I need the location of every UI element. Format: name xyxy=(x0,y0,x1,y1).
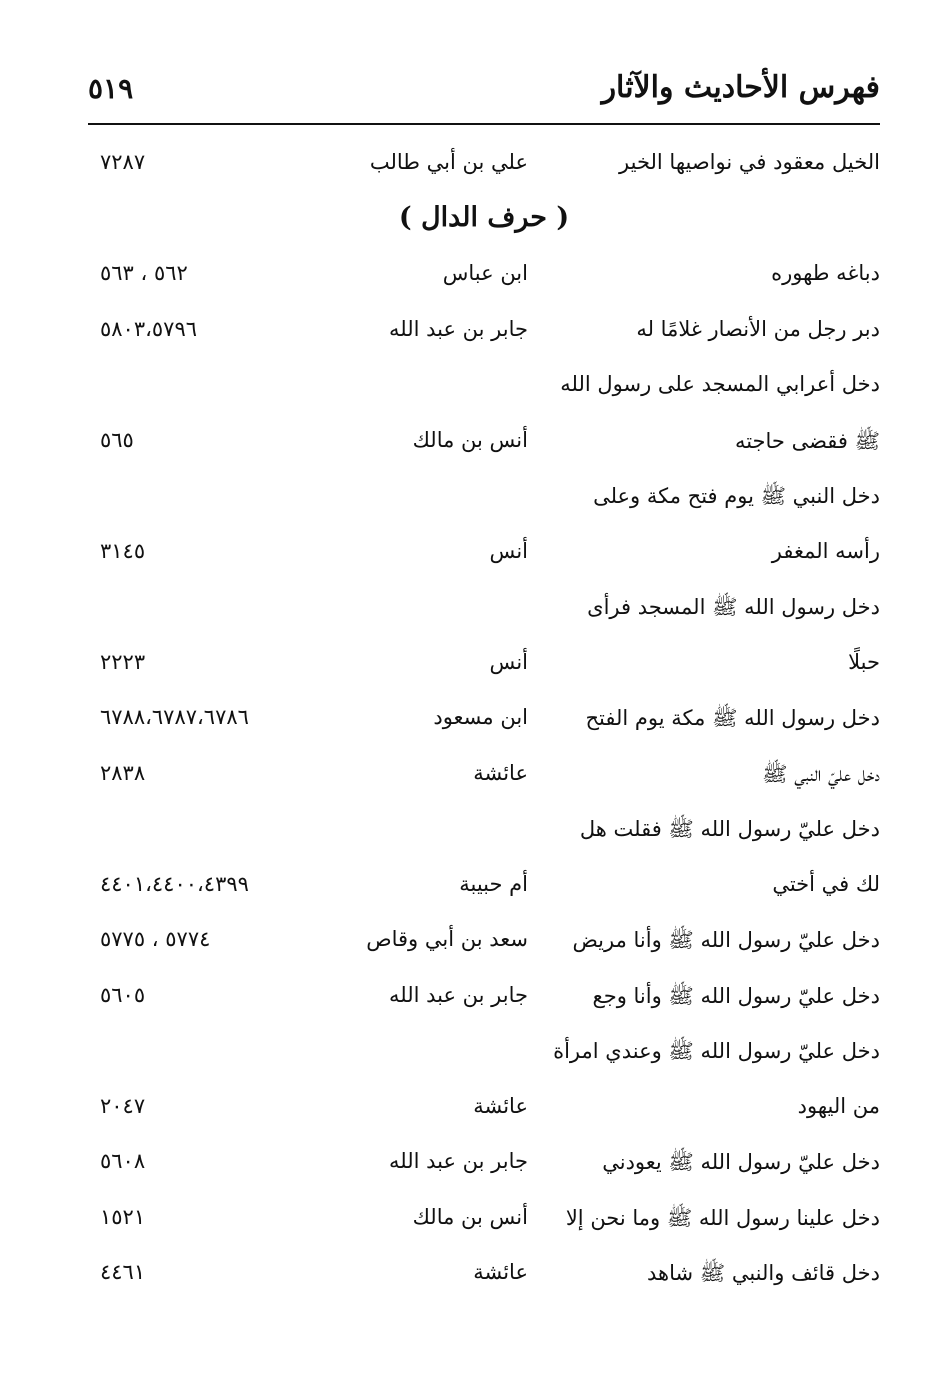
page-header xyxy=(88,62,880,122)
index-entry xyxy=(88,1250,880,1306)
hadith-number: ٢٨٣٨ xyxy=(100,760,146,785)
section-heading: ( حرف الدال ) xyxy=(398,201,570,233)
narrator: عائشة xyxy=(473,1260,528,1284)
hadith-text: الخيل معقود في نواصيها الخير xyxy=(619,150,880,174)
hadith-text: حبلًا xyxy=(848,649,880,674)
index-entry xyxy=(88,307,880,363)
hadith-number: ٤٤٠١،٤٤٠٠،٤٣٩٩ xyxy=(100,871,249,896)
index-entry xyxy=(88,251,880,307)
hadith-number: ٥٦٠٥ xyxy=(100,982,146,1007)
index-entry xyxy=(88,640,880,696)
narrator: ابن مسعود xyxy=(433,705,528,729)
hadith-text: دخل النبي ﷺ يوم فتح مكة وعلى xyxy=(593,484,880,508)
narrator: سعد بن أبي وقاص xyxy=(366,927,528,951)
hadith-text: دخل علينا رسول الله ﷺ وما نحن إلا xyxy=(565,1205,880,1230)
hadith-text: دباغه طهوره xyxy=(771,261,880,285)
index-entry xyxy=(88,1139,880,1195)
index-entry xyxy=(88,584,880,640)
hadith-number: ٤٤٦١ xyxy=(100,1260,146,1284)
index-entry xyxy=(88,751,880,807)
hadith-text: دخل عليّ رسول الله ﷺ فقلت هل xyxy=(579,817,880,841)
index-entry xyxy=(88,1084,880,1140)
index-entry xyxy=(88,973,880,1029)
narrator: أم حبيبة xyxy=(459,871,528,896)
hadith-text: من اليهود xyxy=(797,1093,880,1118)
index-entry xyxy=(88,418,880,474)
narrator: جابر بن عبد الله xyxy=(388,316,528,341)
index-entry xyxy=(88,140,880,196)
hadith-text: ﷺ فقضى حاجته xyxy=(734,428,880,453)
section-heading-row xyxy=(88,196,880,252)
index-entry xyxy=(88,529,880,585)
narrator: أنس بن مالك xyxy=(412,1204,528,1229)
index-entry xyxy=(88,862,880,918)
index-entry xyxy=(88,806,880,862)
hadith-number: ٥٦٢ ، ٥٦٣ xyxy=(100,261,188,285)
index-entry xyxy=(88,1028,880,1084)
header-rule xyxy=(88,123,880,125)
narrator: أنس بن مالك xyxy=(412,427,528,452)
index-entry xyxy=(88,917,880,973)
page-number: ٥١٩ xyxy=(88,72,134,105)
narrator: جابر بن عبد الله xyxy=(388,1149,528,1173)
hadith-number: ٥٧٧٤ ، ٥٧٧٥ xyxy=(100,927,211,951)
hadith-text: دخل عليّ رسول الله ﷺ وعندي امرأة xyxy=(553,1039,880,1063)
hadith-text: دخل رسول الله ﷺ المسجد فرأى xyxy=(587,595,880,619)
index-entry xyxy=(88,362,880,418)
index-entry xyxy=(88,473,880,529)
hadith-index-list xyxy=(88,140,880,1306)
page-title: فهرس الأحاديث والآثار xyxy=(601,70,880,105)
hadith-text: دخل أعرابي المسجد على رسول الله xyxy=(560,372,880,396)
narrator: أنس xyxy=(489,649,528,674)
hadith-number: ٢٢٢٣ xyxy=(100,649,146,674)
hadith-text: دبر رجل من الأنصار غلامًا له xyxy=(636,316,880,341)
hadith-text: دخل عليّ رسول الله ﷺ يعودني xyxy=(602,1150,880,1174)
hadith-text: دخل عليّ رسول الله ﷺ وأنا وجع xyxy=(592,983,880,1008)
narrator: جابر بن عبد الله xyxy=(388,982,528,1007)
hadith-number: ٥٦٥ xyxy=(100,427,134,452)
hadith-text: لك في أختي xyxy=(772,871,880,896)
hadith-number: ١٥٢١ xyxy=(100,1204,146,1229)
hadith-text: دخل عليّ رسول الله ﷺ وأنا مريض xyxy=(572,928,880,952)
index-entry xyxy=(88,1195,880,1251)
hadith-number: ٢٠٤٧ xyxy=(100,1093,146,1118)
hadith-number: ٥٨٠٣،٥٧٩٦ xyxy=(100,316,198,341)
hadith-text: دخل قائف والنبي ﷺ شاهد xyxy=(647,1261,880,1285)
narrator: علي بن أبي طالب xyxy=(369,150,528,174)
narrator: ابن عباس xyxy=(442,261,528,285)
index-entry xyxy=(88,695,880,751)
hadith-number: ٧٢٨٧ xyxy=(100,150,146,174)
hadith-number: ٦٧٨٨،٦٧٨٧،٦٧٨٦ xyxy=(100,705,249,729)
hadith-text: دخل رسول الله ﷺ مكة يوم الفتح xyxy=(585,706,880,730)
narrator: عائشة xyxy=(473,1093,528,1118)
hadith-text: رأسه المغفر xyxy=(771,538,880,563)
hadith-number: ٣١٤٥ xyxy=(100,538,146,563)
hadith-number: ٥٦٠٨ xyxy=(100,1149,146,1173)
narrator: عائشة xyxy=(473,760,528,785)
hadith-text: دخل عليّ النبي ﷺ xyxy=(762,761,880,786)
narrator: أنس xyxy=(489,538,528,563)
